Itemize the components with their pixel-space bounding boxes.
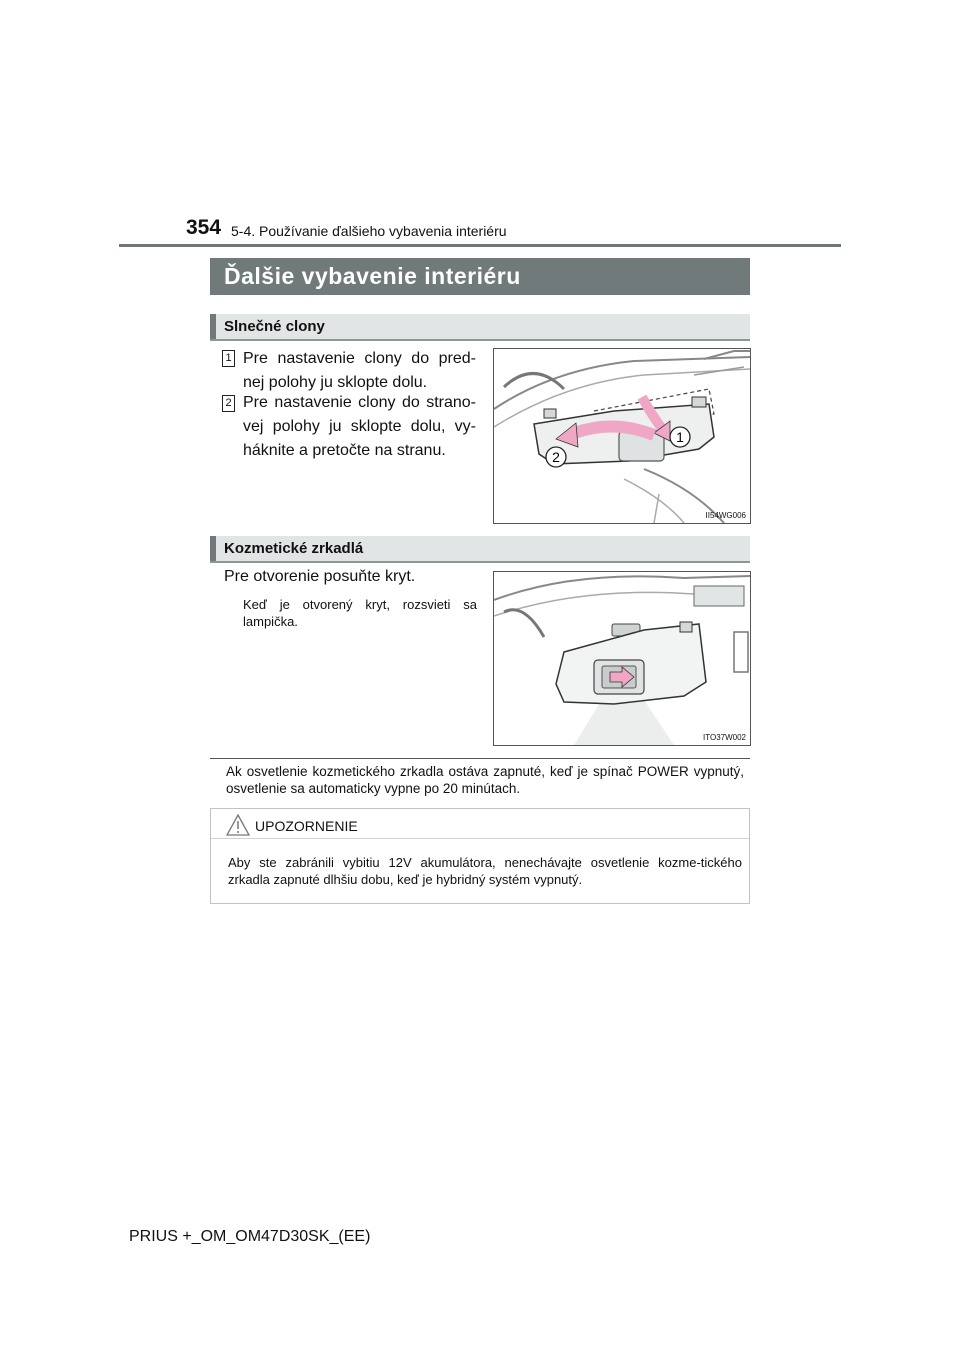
note-divider	[210, 758, 750, 759]
step-text: Pre nastavenie clony do strano-vej polohy ju sklopte dolu, vy-háknite a pretočte na stranu.	[243, 394, 476, 459]
footer-document-code: PRIUS +_OM_OM47D30SK_(EE)	[129, 1228, 371, 1245]
note-text: Ak osvetlenie kozmetického zrkadla ostáva zapnuté, keď je spínač POWER vypnutý, osvetlenie sa automaticky vypne po 20 minútach.	[226, 764, 744, 796]
subsection-sun-visors	[210, 314, 750, 341]
sun-visor-drawing	[494, 349, 750, 523]
section-title: Ďalšie vybavenie interiéru	[210, 258, 750, 295]
warning-box	[210, 808, 750, 904]
step-number: 2	[222, 395, 235, 412]
subsection-vanity-mirrors	[210, 536, 750, 563]
subsection-title: Slnečné clony	[224, 318, 325, 335]
step-text: Pre nastavenie clony do pred-nej polohy ju sklopte dolu.	[243, 350, 476, 391]
vanity-mirror-illustration	[493, 571, 751, 746]
callout-2: 2	[552, 449, 560, 465]
warning-title: UPOZORNENIE	[255, 818, 358, 834]
warning-divider	[211, 838, 749, 839]
subsection-title: Kozmetické zrkadlá	[224, 540, 364, 557]
callout-1: 1	[676, 429, 684, 445]
sun-visor-illustration	[493, 348, 751, 524]
subsection-tab	[210, 536, 216, 561]
header-divider	[119, 244, 841, 247]
step-number: 1	[222, 350, 235, 367]
vanity-mirror-drawing	[494, 572, 750, 745]
chapter-title: 5-4. Používanie ďalšieho vybavenia interiéru	[231, 223, 507, 239]
figure-code: II54WG006	[705, 511, 746, 520]
detail-text: Keď je otvorený kryt, rozsvieti sa lampička.	[243, 597, 477, 629]
subsection-tab	[210, 314, 216, 339]
warning-icon	[226, 814, 250, 836]
figure-code: ITO37W002	[703, 733, 746, 742]
warning-text: Aby ste zabránili vybitiu 12V akumulátora, nenechávajte osvetlenie kozme-tického zrkadla zapnuté dlhšiu dobu, keď je hybridný systém vypnutý.	[228, 855, 742, 887]
page-number: 354	[186, 216, 222, 239]
instruction-text: Pre otvorenie posuňte kryt.	[224, 568, 416, 585]
